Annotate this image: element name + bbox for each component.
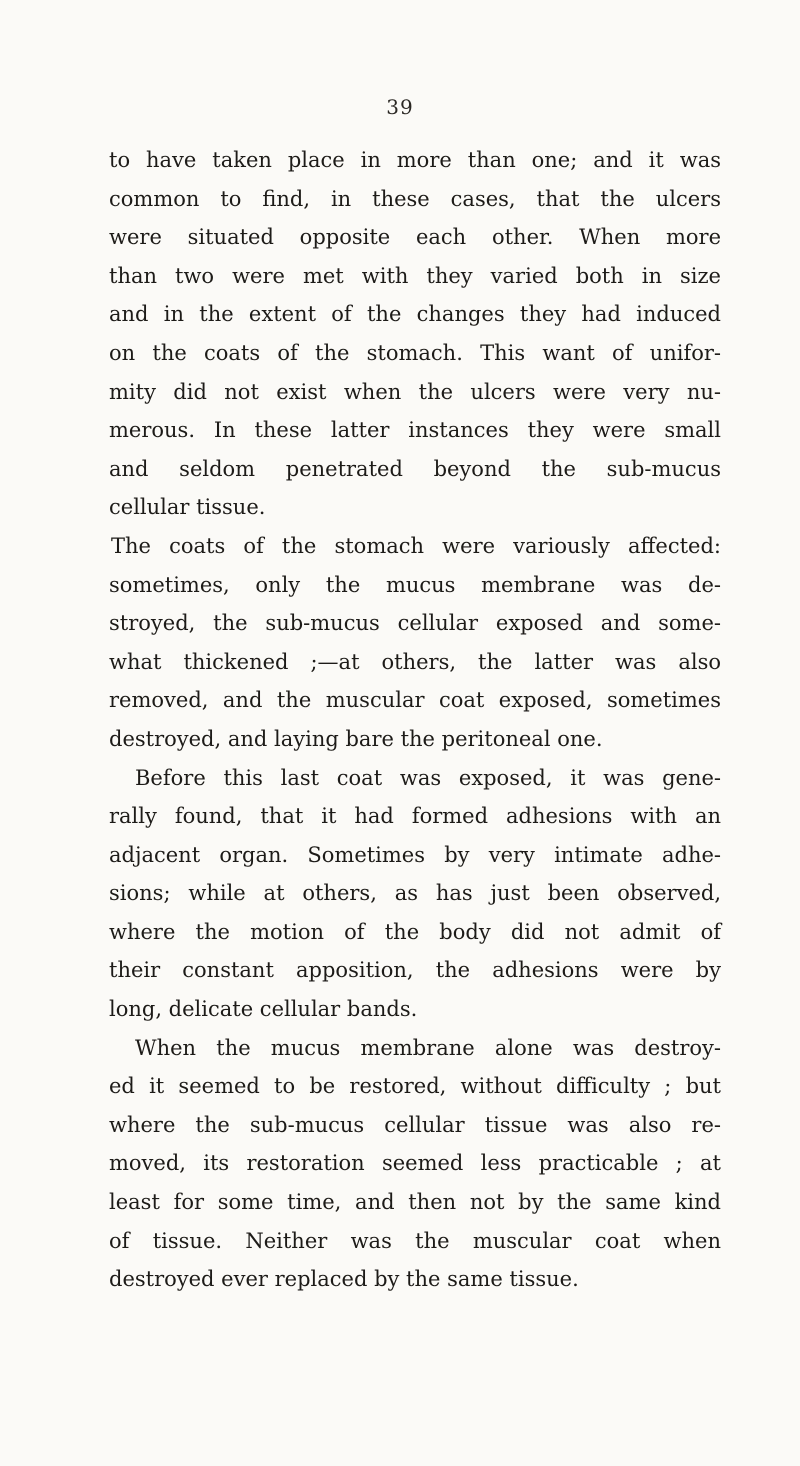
text-line-20: sions; while at others, as has just been observed, [109, 881, 721, 906]
text-line-21: where the motion of the body did not admit of [109, 919, 721, 944]
text-line-8: merous. In these latter instances they were small [109, 418, 721, 443]
text-line-13: stroyed, the sub-mucus cellular exposed and some- [109, 611, 721, 636]
page-body-text [109, 141, 721, 1299]
text-line-5: and in the extent of the changes they had induced [109, 302, 721, 327]
text-line-16: destroyed, and laying bare the peritoneal one. [109, 726, 603, 751]
text-line-14: what thickened ;—at others, the latter was also [109, 649, 721, 674]
page-number: 39 [386, 95, 414, 119]
text-line-15: removed, and the muscular coat exposed, sometimes [109, 688, 721, 713]
text-line-23: long, delicate cellular bands. [109, 997, 418, 1022]
text-line-30: destroyed ever replaced by the same tissue. [109, 1267, 579, 1292]
text-line-1: to have taken place in more than one; and it was [109, 148, 721, 172]
text-line-9: and seldom penetrated beyond the sub-mucus [109, 456, 721, 481]
text-line-28: least for some time, and then not by the same kind [109, 1190, 721, 1215]
text-line-27: moved, its restoration seemed less practicable ; at [109, 1151, 721, 1176]
text-line-6: on the coats of the stomach. This want of unifor- [109, 340, 721, 365]
text-line-7: mity did not exist when the ulcers were very nu- [109, 379, 721, 404]
text-line-29: of tissue. Neither was the muscular coat when [109, 1228, 721, 1253]
text-line-2: common to find, in these cases, that the ulcers [109, 186, 721, 211]
text-line-17: Before this last coat was exposed, it was gene- [135, 765, 721, 790]
text-line-3: were situated opposite each other. When more [109, 225, 721, 250]
text-line-22: their constant apposition, the adhesions were by [109, 958, 721, 983]
text-line-24: When the mucus membrane alone was destroy- [135, 1035, 721, 1060]
text-line-19: adjacent organ. Sometimes by very intimate adhe- [109, 842, 721, 867]
text-line-26: where the sub-mucus cellular tissue was also re- [109, 1112, 721, 1137]
text-line-12: sometimes, only the mucus membrane was de- [109, 572, 721, 597]
text-line-4: than two were met with they varied both in size [109, 263, 721, 288]
text-line-18: rally found, that it had formed adhesions with an [109, 804, 721, 829]
text-line-10: cellular tissue. [109, 495, 266, 520]
text-line-25: ed it seemed to be restored, without difficulty ; but [109, 1074, 721, 1099]
text-line-11: The coats of the stomach were variously affected: [111, 533, 721, 558]
